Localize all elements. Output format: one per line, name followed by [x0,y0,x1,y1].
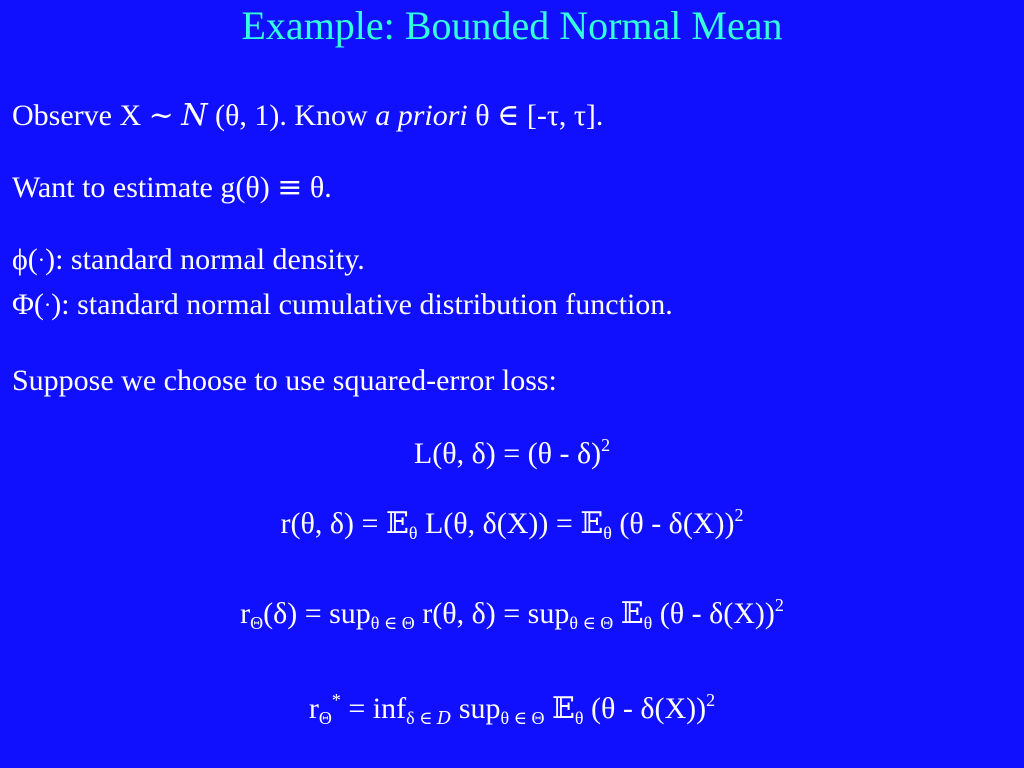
expectation-subscript: θ [643,613,653,633]
minimax-text-c: sup [451,692,501,725]
expectation-subscript: θ [603,523,612,543]
slide-title: Example: Bounded Normal Mean [241,3,783,48]
expectation-symbol: 𝔼 [552,691,575,726]
minimax-equation [0,690,1024,729]
decision-set-symbol: D [436,708,452,729]
inf-subscript [406,708,451,728]
max-risk-text-d [613,597,621,630]
minimax-text-e: (θ - δ(X)) [583,692,707,725]
phi-density-text-b: ): standard normal density. [45,243,365,276]
sup-subscript: θ ∈ Θ [569,613,614,633]
risk-text-a: r(θ, δ) = [280,507,386,540]
normal-distribution-symbol: N [181,98,208,133]
observe-text-b: (θ, 1). Know [207,99,376,132]
phi-cdf-text-b: ): standard normal cumulative distribution function. [51,288,673,321]
expectation-subscript: θ [408,523,418,543]
observe-text-c: θ [467,99,498,132]
phi-cdf-text-a: Φ( [12,288,44,321]
max-risk-text-a: r [240,597,251,630]
estimate-line [12,170,332,206]
risk-text-c: (θ - δ(X)) [611,507,735,540]
phi-density-text-a: ϕ( [12,243,38,276]
expectation-symbol: 𝔼 [580,506,604,541]
max-risk-text-b: (δ) = sup [263,597,371,630]
phi-cdf-line [12,287,673,323]
equiv-symbol: ≡ [277,170,303,205]
risk-exponent: 2 [734,505,744,525]
max-risk-text-c: r(θ, δ) = sup [414,597,570,630]
estimate-text-a: Want to estimate g(θ) [12,171,278,204]
loss-text: L(θ, δ) = (θ - δ) [413,437,602,470]
minimax-text-d [545,692,553,725]
expectation-symbol: 𝔼 [620,596,644,631]
suppose-line: Suppose we choose to use squared-error loss: [12,364,557,397]
risk-equation [0,505,1024,544]
a-priori-text: a priori [375,99,468,132]
max-risk-equation [0,595,1024,634]
risk-text-b: L(θ, δ(X)) = [417,507,581,540]
observe-text-d: [-τ, τ]. [519,99,604,132]
max-risk-text-e: (θ - δ(X)) [652,597,775,630]
star-superscript: * [331,690,341,710]
sup-subscript: θ ∈ Θ [500,708,545,728]
phi-density-line [12,242,365,278]
dot-placeholder: · [43,292,52,317]
expectation-subscript: θ [574,708,584,728]
element-of-symbol: ∈ [497,98,520,133]
minimax-text-b: = inf [340,692,407,725]
inf-subscript-text: δ ∈ [406,708,437,728]
estimate-text-b: θ. [302,171,332,204]
tilde-symbol: ~ [148,98,174,133]
sup-subscript: θ ∈ Θ [370,613,415,633]
minimax-exponent: 2 [706,690,716,710]
theta-set-subscript: Θ [318,708,332,728]
max-risk-exponent: 2 [774,595,784,615]
dot-placeholder: · [37,247,46,272]
observe-line [12,98,603,134]
loss-equation [0,435,1024,471]
observe-text-a: Observe X [12,99,149,132]
loss-exponent: 2 [601,435,611,455]
theta-set-subscript: Θ [250,613,264,633]
expectation-symbol: 𝔼 [385,506,409,541]
minimax-text-a: r [308,692,319,725]
